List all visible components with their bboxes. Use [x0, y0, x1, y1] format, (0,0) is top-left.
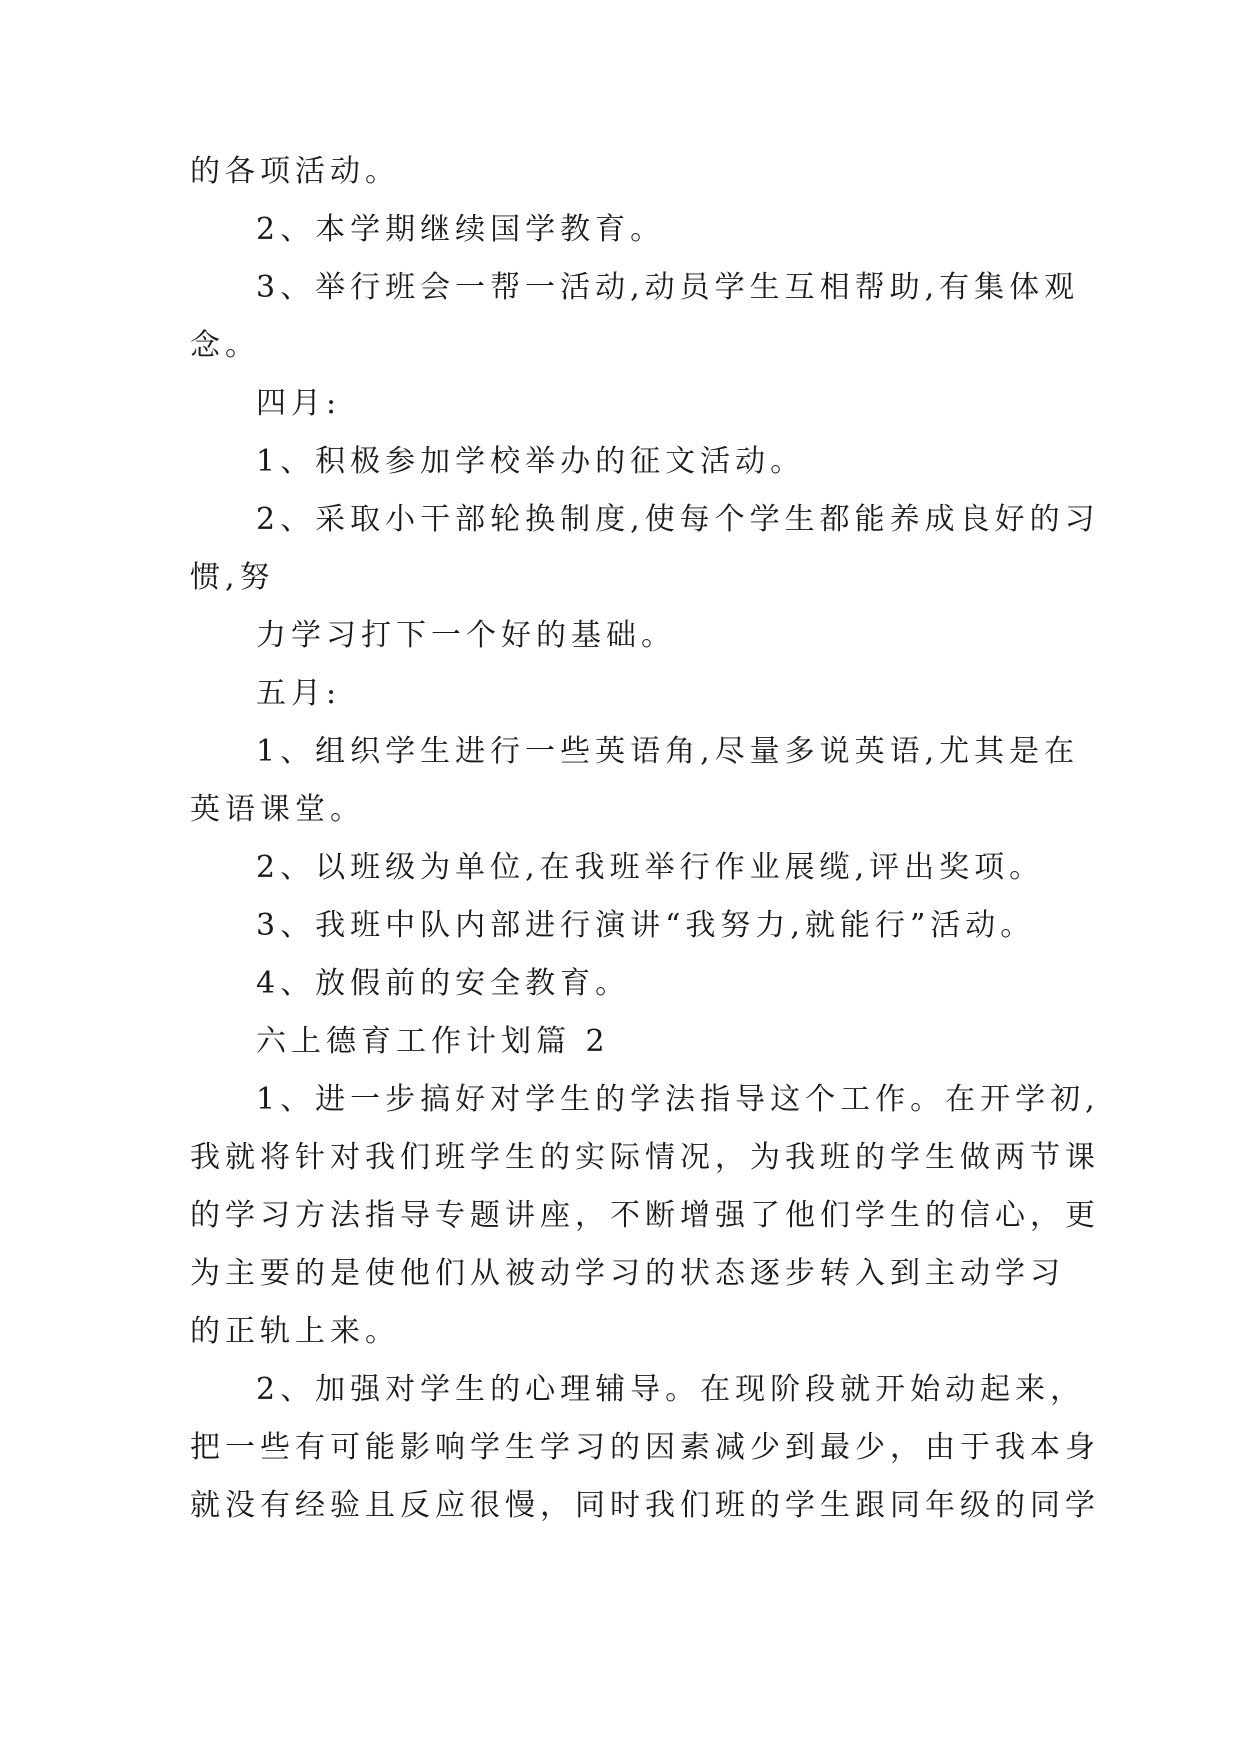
text-line: 1、进一步搞好对学生的学法指导这个工作。在开学初, [256, 1082, 1100, 1117]
text-line: 把一些有可能影响学生学习的因素减少到最少，由于我本身 [190, 1430, 1100, 1465]
text-line: 力学习打下一个好的基础。 [256, 618, 676, 653]
text-line: 的各项活动。 [190, 154, 400, 189]
text-line: 就没有经验且反应很慢，同时我们班的学生跟同年级的同学 [190, 1488, 1100, 1523]
text-line: 3、我班中队内部进行演讲“我努力,就能行”活动。 [256, 908, 1036, 943]
text-line: 念。 [190, 328, 260, 363]
text-line: 英语课堂。 [190, 792, 365, 827]
text-line: 4、放假前的安全教育。 [256, 966, 631, 1001]
text-line: 1、积极参加学校举办的征文活动。 [256, 444, 806, 479]
text-line: 3、举行班会一帮一活动,动员学生互相帮助,有集体观 [256, 270, 1080, 305]
section-heading: 四月: [256, 386, 342, 421]
text-line: 惯,努 [190, 560, 275, 595]
text-line: 2、加强对学生的心理辅导。在现阶段就开始动起来， [256, 1372, 1086, 1407]
text-line: 的正轨上来。 [190, 1314, 400, 1349]
text-line: 我就将针对我们班学生的实际情况，为我班的学生做两节课 [190, 1140, 1100, 1175]
text-line: 的学习方法指导专题讲座，不断增强了他们学生的信心，更 [190, 1198, 1100, 1233]
text-line: 1、组织学生进行一些英语角,尽量多说英语,尤其是在 [256, 734, 1080, 769]
text-line: 为主要的是使他们从被动学习的状态逐步转入到主动学习 [190, 1256, 1065, 1291]
text-line: 2、本学期继续国学教育。 [256, 212, 666, 247]
section-heading: 五月: [256, 676, 342, 711]
text-line: 2、采取小干部轮换制度,使每个学生都能养成良好的习 [256, 502, 1100, 537]
text-line: 2、以班级为单位,在我班举行作业展缆,评出奖项。 [256, 850, 1045, 885]
section-heading: 六上德育工作计划篇 2 [256, 1024, 610, 1059]
